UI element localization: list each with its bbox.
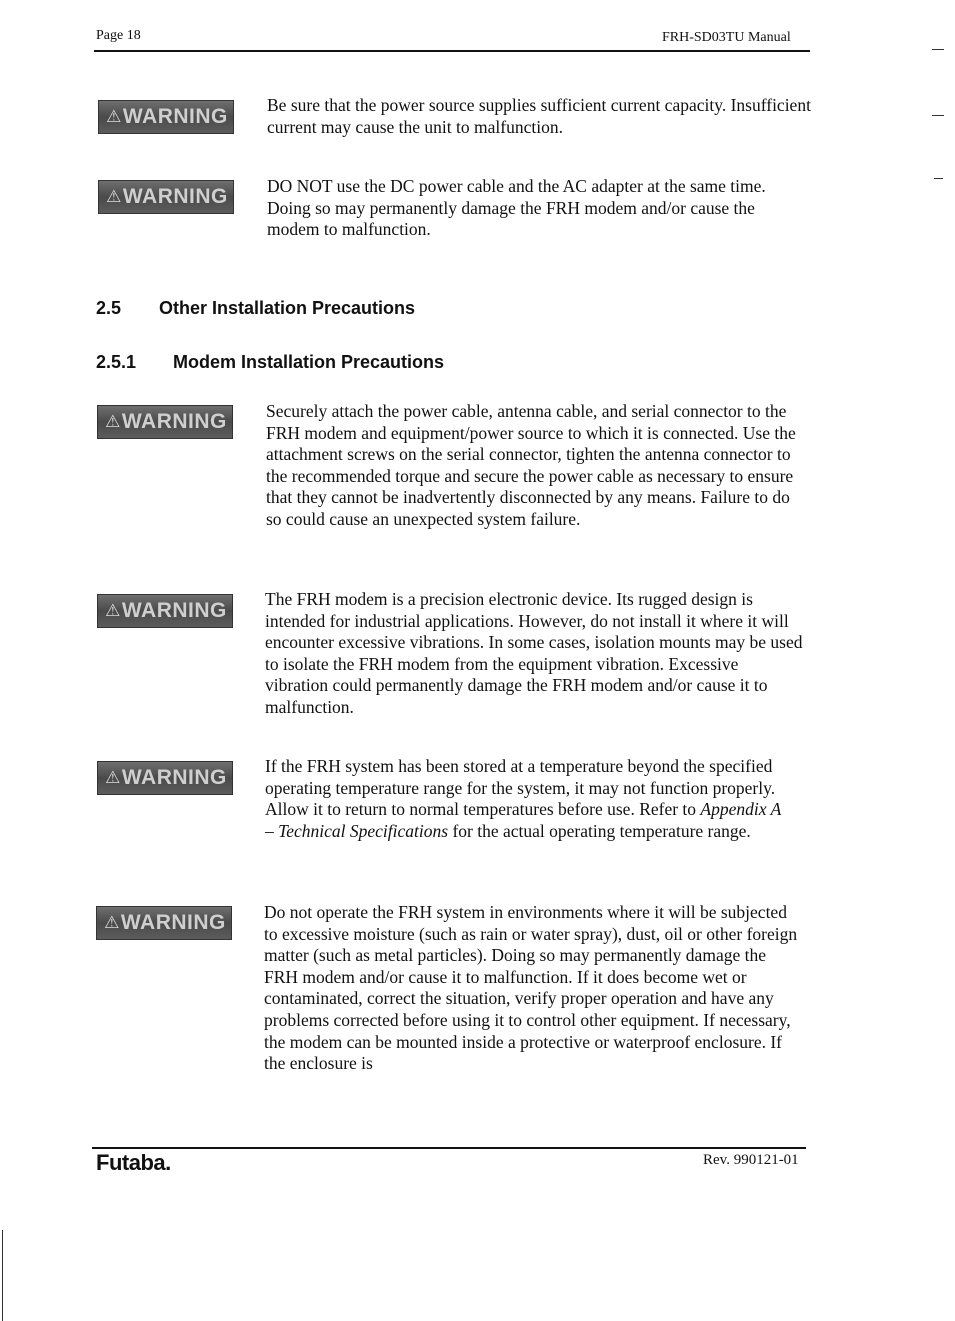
warning-triangle-icon: ⚠ [105,412,121,431]
warning-triangle-icon: ⚠ [105,601,121,620]
warning-badge [96,906,232,940]
temperature-text-before: If the FRH system has been stored at a temperature beyond the specified operating temperature range for the system, it may not function properly. Allow it to return to normal temperatures before use. Refer to [265,756,776,820]
warning-badge-label: WARNING [122,105,228,128]
subsection-number: 2.5.1 [96,352,137,372]
revision-number: Rev. 990121-01 [703,1152,799,1168]
temperature-text-after: for the actual operating temperature range. [448,820,751,841]
warning-text-environment: Do not operate the FRH system in environments where it will be subjected to excessive moisture (such as rain or water spray), dust, oil or other foreign matter (such as metal particles). Doing so may permanently damage the FRH modem and/or cause it to malfunction. If it does become wet or contaminated, correct the situation, verify proper operation and have any problems corrected before using it to control other equipment. If necessary, the modem can be mounted inside a protective or waterproof enclosure. If the enclosure is [264,902,798,1074]
warning-triangle-icon: ⚠ [106,187,122,206]
warning-text-dc-ac: DO NOT use the DC power cable and the AC adapter at the same time. Doing so may permanently damage the FRH modem and/or cause the modem to malfunction. [267,176,766,240]
warning-badge-label: WARNING [121,410,227,433]
subsection-heading [96,352,444,373]
warning-triangle-icon: ⚠ [105,768,121,787]
section-heading [96,298,415,319]
header-rule [94,50,810,52]
appendix-reference: Appendix A – Technical Specifications [265,799,781,841]
scan-edge-line [2,1230,3,1321]
warning-text-vibration: The FRH modem is a precision electronic device. Its rugged design is intended for industrial applications. However, do not install it where it will encounter excessive vibrations. In some cases, isolation mounts may be used to isolate the FRH modem from the equipment vibration. Excessive vibration could permanently damage the FRH modem and/or cause it to malfunction. [265,589,803,717]
manual-title: FRH-SD03TU Manual [662,30,791,45]
section-number: 2.5 [96,298,122,318]
footer-rule [92,1147,806,1149]
warning-text-temperature [265,756,785,842]
warning-badge [98,180,234,214]
warning-badge-label: WARNING [120,911,226,934]
warning-triangle-icon: ⚠ [106,107,122,126]
page-number: Page 18 [96,28,141,43]
scan-mark [932,49,944,50]
subsection-title: Modem Installation Precautions [173,352,445,372]
warning-triangle-icon: ⚠ [104,913,120,932]
warning-badge-label: WARNING [122,185,228,208]
warning-badge-label: WARNING [121,766,227,789]
scan-mark [932,115,944,116]
futaba-logo: Futaba. [96,1150,171,1175]
warning-badge [97,594,233,628]
warning-badge [97,405,233,439]
scan-mark [934,178,943,179]
section-title: Other Installation Precautions [159,298,416,318]
warning-badge-label: WARNING [121,599,227,622]
warning-badge [97,761,233,795]
warning-badge [98,100,234,134]
warning-text-power-capacity: Be sure that the power source supplies sufficient current capacity. Insufficient current may cause the unit to malfunction. [267,95,811,137]
warning-text-cables: Securely attach the power cable, antenna cable, and serial connector to the FRH modem and equipment/power source to which it is connected. Use the attachment screws on the serial connector, tighten the antenna connector to the recommended torque and secure the power cable as necessary to ensure that they cannot be inadvertently disconnected by any means. Failure to do so could cause an unexpected system failure. [266,401,796,529]
